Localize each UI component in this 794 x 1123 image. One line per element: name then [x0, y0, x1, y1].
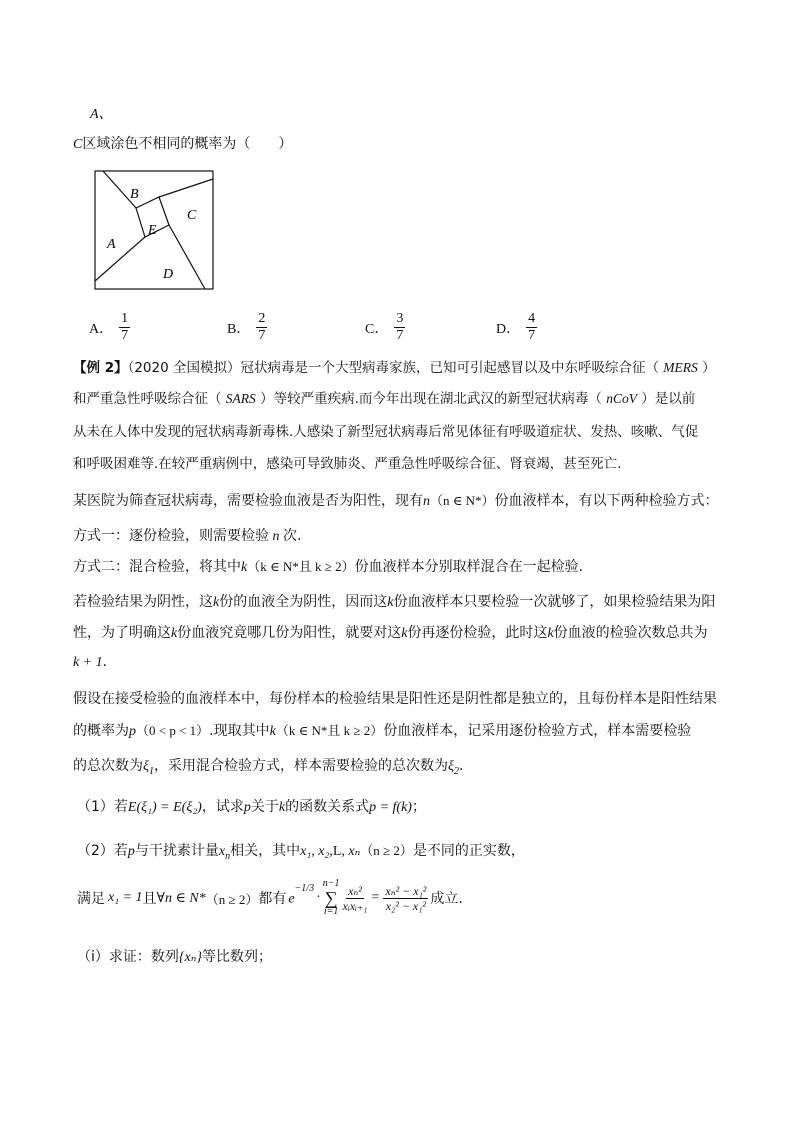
option-d[interactable]: D． $\frac{4}{7}$ — [496, 311, 536, 343]
hospital-line: 某医院为筛查冠状病毒，需要检验血液是否为阳性，现有n（n ∈ N*）份血液样本，有以下两种检验方式： — [73, 493, 719, 509]
region-c: C — [73, 137, 83, 152]
sum-symbol: n−1 ∑ i=1 — [322, 878, 340, 917]
example-line-2: 和严重急性呼吸综合征（ SARS ）等较严重疾病.而今年出现在湖北武汉的新型冠状病毒（ nCoV ）是以前 — [73, 391, 696, 407]
result-line-2: 性，为了明确这k份血液究竟哪几份为阳性，就要对这k份再逐份检验，此时这k份血液的检验次数总共为 — [73, 625, 708, 641]
result-line-1: 若检验结果为阴性，这k份的血液全为阴性，因而这k份血液样本只要检验一次就够了，如果检验结果为阳 — [73, 594, 716, 610]
line-4 — [95, 237, 145, 281]
label-e: E — [148, 223, 157, 238]
example-tag: 【例 2】 — [73, 360, 128, 376]
region-figure — [94, 170, 214, 290]
example-line-3: 从未在人体中发现的冠状病毒新毒株.人感染了新型冠状病毒后常见体征有呼吸道症状、发热、咳嗽、气促 — [73, 424, 699, 440]
method-1: 方式一：逐份检验，则需要检验 n 次. — [73, 528, 302, 544]
question-line — [73, 133, 292, 153]
part-2-i: （i）求证：数列{xₙ}等比数列； — [77, 949, 272, 965]
result-line-3: k + 1. — [73, 654, 108, 670]
assume-line-3: 的总次数为$\xi_1$，采用混合检验方式，样本需要检验的总次数为$\xi_2$. — [73, 758, 464, 777]
option-c[interactable]: C． $\frac{3}{7}$ — [365, 311, 404, 343]
example-line-4: 和呼吸困难等.在较严重病例中，感染可导致肺炎、严重急性呼吸综合征、肾衰竭，甚至死亡. — [73, 456, 622, 472]
part-1: （1）若E(ξ₁) = E(ξ₂)，试求p关于k的函数关系式p = f(k)； — [77, 799, 426, 815]
assume-line-2: 的概率为p（0 < p < 1）.现取其中k（k ∈ N*且 k ≥ 2）份血液样本，记采用逐份检验方式，样本需要检验 — [73, 723, 692, 739]
formula-line: 满足 x₁ = 1 且 ∀n ∈ N* （n ≥ 2） 都有 $e^{-1/3}$ · n−1 ∑ i=1 $\frac{\text{xₙ²}}{\text{xᵢxᵢ₊₁}}$ = $\frac{\text{xₙ² − x₁²}}{\text{x₂² − x₁²}}$ 成立. — [77, 878, 463, 917]
assume-line-1: 假设在接受检验的血液样本中，每份样本的检验结果是阳性还是阴性都是独立的，且每份样本是阳性结果 — [73, 691, 717, 707]
line-2 — [159, 179, 213, 197]
line-3 — [169, 225, 205, 289]
label-d: D — [163, 267, 174, 282]
option-prefix: A、 — [90, 107, 113, 122]
option-a[interactable]: A． $\frac{1}{7}$ — [89, 311, 129, 343]
option-b[interactable]: B． $\frac{2}{7}$ — [227, 311, 266, 343]
part-2: （2）若p与干扰素计量$x_n$相关，其中x₁, x₂,L, xₙ（n ≥ 2）是不同的正实数， — [77, 843, 525, 862]
label-c: C — [187, 208, 197, 223]
question-text: 区域涂色不相同的概率为（ ） — [82, 136, 293, 152]
label-a: A — [107, 237, 116, 252]
method-2: 方式二：混合检验，将其中k（k ∈ N*且 k ≥ 2）份血液样本分别取样混合在一起检验. — [73, 559, 584, 575]
label-b: B — [130, 187, 139, 202]
example-line-1: 【例 2】（2020 全国模拟）冠状病毒是一个大型病毒家族，已知可引起感冒以及中东呼吸综合征（ MERS ） — [73, 360, 716, 376]
